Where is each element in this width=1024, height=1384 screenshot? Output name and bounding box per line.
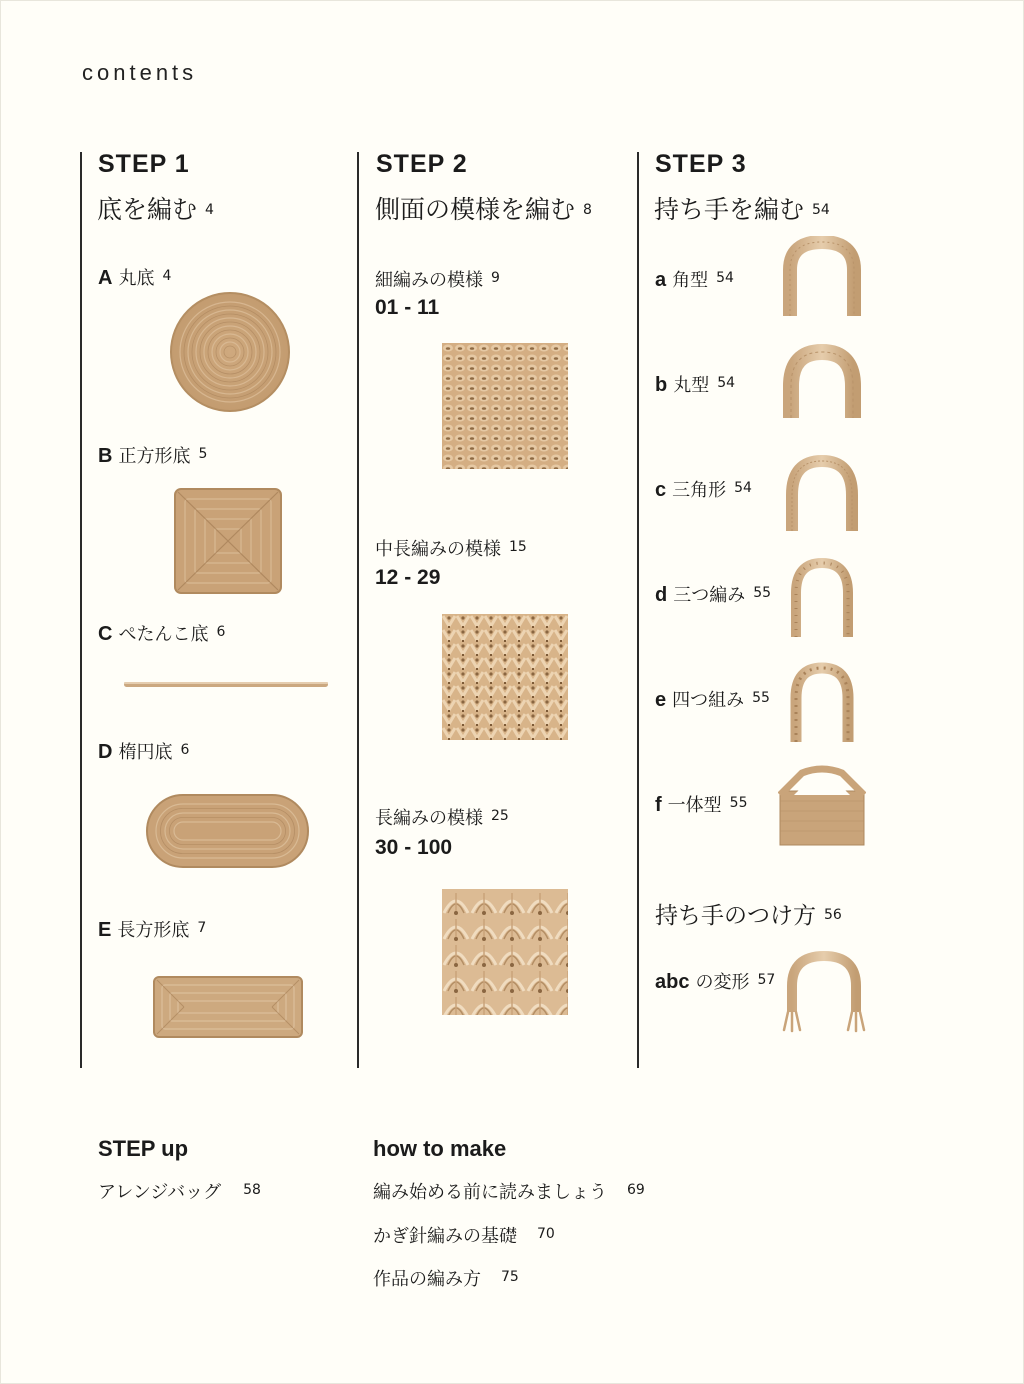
- step1-item-d[interactable]: [98, 738, 189, 764]
- item-letter: C: [98, 623, 113, 645]
- pattern-range-3: 30 - 100: [375, 836, 453, 859]
- step2-title[interactable]: [375, 190, 592, 226]
- step2-item-dc[interactable]: [375, 804, 509, 830]
- item-letter: b: [655, 374, 668, 396]
- item-page: 57: [757, 972, 776, 988]
- item-page: 54: [717, 375, 736, 391]
- item-page: 55: [729, 795, 748, 811]
- step1-item-a[interactable]: [98, 264, 171, 290]
- item-name: アレンジバッグ: [98, 1182, 222, 1203]
- step2-item-hdc[interactable]: [375, 535, 527, 561]
- double-crochet-swatch: [442, 889, 568, 1015]
- item-page: 54: [716, 270, 734, 286]
- step2-label: STEP 2: [376, 150, 468, 178]
- handle-attach-page: 56: [824, 907, 842, 923]
- handle-attach-text: 持ち手のつけ方: [655, 903, 816, 929]
- pattern-range-1: 01 - 11: [375, 296, 440, 319]
- step1-title-page: 4: [205, 202, 214, 218]
- step3-item-d[interactable]: [655, 581, 771, 607]
- step3-item-e[interactable]: [655, 686, 770, 712]
- round-handle-photo: [780, 344, 864, 424]
- item-name: 編み始める前に読みましょう: [373, 1182, 607, 1203]
- rectangle-base-photo: [152, 975, 304, 1039]
- oval-base-photo: [145, 793, 310, 869]
- square-handle-photo: [780, 236, 864, 320]
- item-name: 三つ編み: [673, 585, 746, 606]
- item-page: 7: [197, 920, 207, 936]
- item-name: 長編みの模様: [375, 808, 483, 829]
- step3-label: STEP 3: [655, 150, 747, 178]
- step2-item-sc[interactable]: [375, 266, 500, 292]
- item-letter: D: [98, 741, 113, 763]
- item-name: かぎ針編みの基礎: [373, 1226, 517, 1247]
- step1-title[interactable]: [97, 190, 214, 226]
- item-letter: E: [98, 919, 112, 941]
- step3-item-c[interactable]: [655, 476, 752, 502]
- step1-title-text: 底を編む: [97, 195, 198, 224]
- pattern-range-2: 12 - 29: [375, 566, 441, 589]
- item-name: ぺたんこ底: [118, 624, 209, 645]
- item-page: 70: [537, 1226, 555, 1242]
- howto-item-1[interactable]: [373, 1178, 645, 1204]
- step3-item-b[interactable]: [655, 371, 735, 397]
- stepup-item[interactable]: [98, 1178, 261, 1204]
- item-letter: A: [98, 267, 113, 289]
- howto-label: how to make: [373, 1136, 507, 1161]
- integrated-handle-bag-photo: [778, 765, 866, 847]
- item-name: 角型: [672, 270, 709, 291]
- column-rule-2: [357, 152, 359, 1068]
- item-page: 58: [243, 1182, 261, 1198]
- step2-title-page: 8: [583, 202, 592, 218]
- four-strand-handle-photo: [787, 662, 857, 746]
- item-name: 丸底: [118, 268, 155, 289]
- item-name: 長方形底: [117, 920, 190, 941]
- howto-item-2[interactable]: [373, 1222, 555, 1248]
- step1-item-c[interactable]: [98, 620, 225, 646]
- column-rule-1: [80, 152, 82, 1068]
- step3-title[interactable]: [654, 190, 830, 226]
- step3-variant[interactable]: [655, 968, 775, 994]
- column-rule-3: [637, 152, 639, 1068]
- flat-base-photo: [122, 679, 330, 691]
- item-letter: f: [655, 794, 662, 816]
- item-page: 69: [627, 1182, 645, 1198]
- item-name: 作品の編み方: [373, 1269, 481, 1290]
- step3-item-a[interactable]: [655, 266, 734, 292]
- item-page: 55: [753, 585, 772, 601]
- item-page: 9: [491, 270, 500, 286]
- half-double-crochet-swatch: [442, 614, 568, 740]
- single-crochet-swatch: [442, 343, 568, 469]
- handle-attach-link[interactable]: [655, 897, 842, 930]
- item-name: 中長編みの模様: [375, 539, 501, 560]
- item-letter: a: [655, 269, 667, 291]
- step3-title-page: 54: [812, 202, 830, 218]
- item-name: の変形: [695, 972, 750, 993]
- round-base-photo: [165, 292, 295, 412]
- item-page: 6: [180, 742, 190, 758]
- item-name: 正方形底: [118, 446, 191, 467]
- item-page: 54: [734, 480, 752, 496]
- item-letter: B: [98, 445, 113, 467]
- item-name: 一体型: [667, 795, 722, 816]
- item-name: 丸型: [673, 375, 710, 396]
- item-page: 15: [509, 539, 527, 555]
- item-letter: e: [655, 689, 667, 711]
- howto-item-3[interactable]: [373, 1265, 519, 1291]
- step1-label: STEP 1: [98, 150, 190, 178]
- step1-item-e[interactable]: [98, 916, 206, 942]
- step3-title-text: 持ち手を編む: [654, 195, 805, 224]
- item-page: 5: [198, 446, 208, 462]
- item-letter: d: [655, 584, 668, 606]
- step1-item-b[interactable]: [98, 442, 207, 468]
- contents-heading: contents: [82, 60, 198, 85]
- step3-item-f[interactable]: [655, 791, 748, 817]
- item-name: 三角形: [672, 480, 727, 501]
- triangle-handle-photo: [782, 455, 862, 537]
- item-page: 6: [216, 624, 226, 640]
- item-name: 四つ組み: [672, 690, 745, 711]
- item-page: 25: [491, 808, 509, 824]
- item-letter: abc: [655, 971, 690, 993]
- item-letter: c: [655, 479, 667, 501]
- item-page: 75: [501, 1269, 519, 1285]
- item-name: 細編みの模様: [375, 270, 483, 291]
- square-base-photo: [173, 487, 283, 595]
- item-name: 楕円底: [118, 742, 173, 763]
- item-page: 4: [162, 268, 172, 284]
- braided-handle-photo: [787, 557, 857, 641]
- stepup-label: STEP up: [98, 1136, 189, 1161]
- step2-title-text: 側面の模様を編む: [375, 195, 576, 224]
- item-page: 55: [752, 690, 770, 706]
- handle-variant-photo: [780, 950, 868, 1034]
